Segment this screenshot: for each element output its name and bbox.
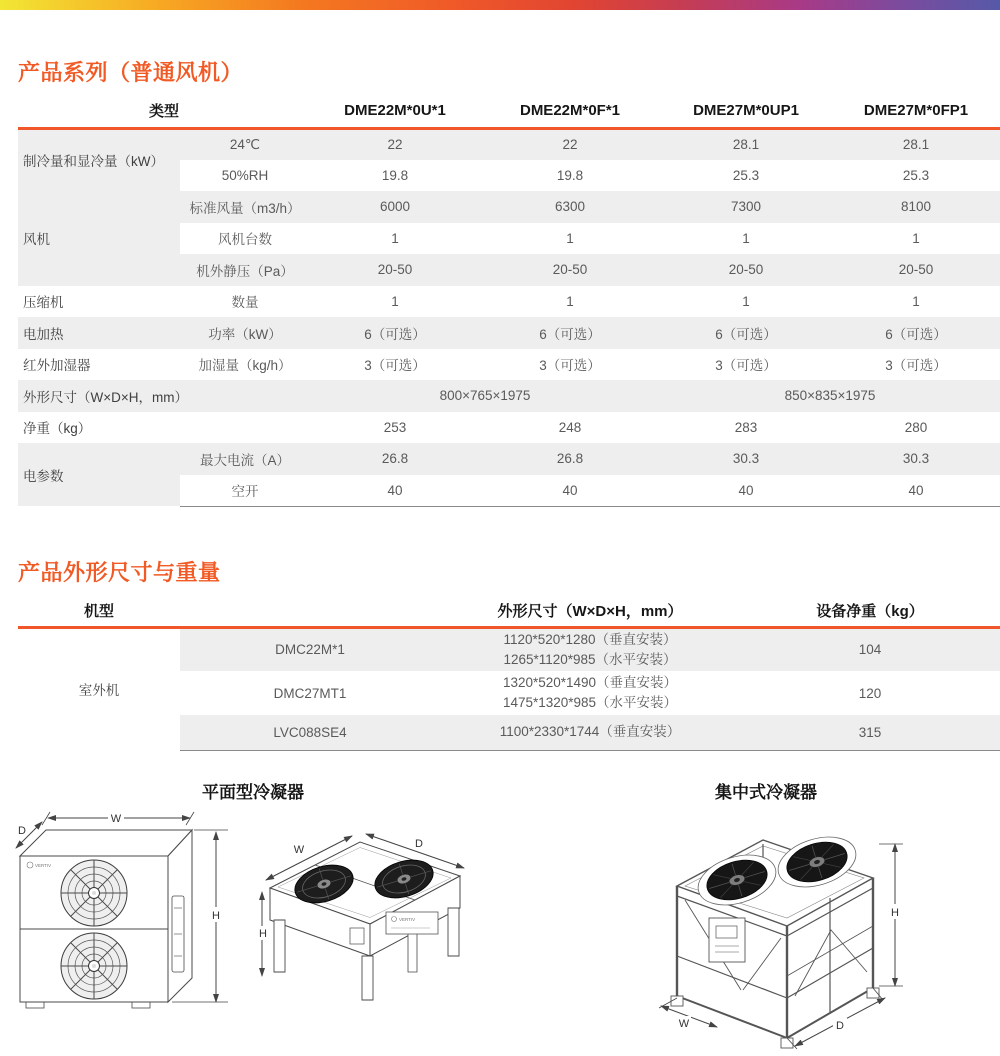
brand-gradient-bar xyxy=(0,0,1000,10)
central-condenser-drawing xyxy=(645,800,907,1050)
table-row xyxy=(18,128,1000,160)
table-row xyxy=(18,286,1000,318)
row-label: 标准风量（m3/h） xyxy=(180,191,310,223)
cell-value: 3（可选） xyxy=(310,349,480,381)
central-condenser-title: 集中式冷凝器 xyxy=(715,783,817,802)
cell-value: 1 xyxy=(832,223,1000,255)
cell-value: 6000 xyxy=(310,191,480,223)
dims-line-1: 1320*520*1490（垂直安装） xyxy=(502,675,678,691)
row-label: 50%RH xyxy=(180,160,310,192)
cell-value: 3（可选） xyxy=(832,349,1000,381)
cell-value: 20-50 xyxy=(660,254,832,286)
dim-label-w: W xyxy=(678,1018,690,1030)
cell-value: 1 xyxy=(660,286,832,318)
spec-header-type: 类型 xyxy=(18,95,310,128)
cell-value: 25.3 xyxy=(660,160,832,192)
category-fan: 风机 xyxy=(18,191,180,286)
dim-label-d: D xyxy=(18,825,26,837)
category-heater: 电加热 xyxy=(18,317,180,349)
cell-value: 26.8 xyxy=(480,443,660,475)
cell-value: 280 xyxy=(832,412,1000,444)
row-label: 风机台数 xyxy=(180,223,310,255)
cell-value: 283 xyxy=(660,412,832,444)
cell-value: 6（可选） xyxy=(660,317,832,349)
cell-value: 26.8 xyxy=(310,443,480,475)
dims-line-2: 1265*1120*985（水平安装） xyxy=(503,651,677,667)
spec-header-model-3: DME27M*0UP1 xyxy=(660,95,832,128)
spec-header-model-2: DME22M*0F*1 xyxy=(480,95,660,128)
cell-value: 1 xyxy=(480,223,660,255)
row-label: 数量 xyxy=(180,286,310,318)
cell-dims-small: 800×765×1975 xyxy=(310,380,660,412)
table-row xyxy=(18,349,1000,381)
dim-label-h: H xyxy=(259,928,267,940)
cell-value: 28.1 xyxy=(660,128,832,160)
category-compressor: 压缩机 xyxy=(18,286,180,318)
cell-value: 22 xyxy=(480,128,660,160)
row-label: 最大电流（A） xyxy=(180,443,310,475)
cell-value: 248 xyxy=(480,412,660,444)
row-label: 空开 xyxy=(180,475,310,507)
cell-value: 40 xyxy=(660,475,832,507)
dim-header-model: 机型 xyxy=(18,595,180,627)
svg-text:VERTIV: VERTIV xyxy=(35,863,52,868)
dim-label-d: D xyxy=(836,1020,844,1032)
dim-header-dimensions: 外形尺寸（W×D×H，mm） xyxy=(440,595,740,627)
cell-weight: 104 xyxy=(740,627,1000,671)
cell-value: 6（可选） xyxy=(310,317,480,349)
category-net-weight: 净重（kg） xyxy=(18,412,310,444)
cell-value: 30.3 xyxy=(832,443,1000,475)
cell-value: 30.3 xyxy=(660,443,832,475)
cell-value: 22 xyxy=(310,128,480,160)
category-cooling: 制冷量和显冷量（kW） xyxy=(18,128,180,191)
table-row xyxy=(18,191,1000,223)
table-row xyxy=(18,627,1000,671)
cell-value: 253 xyxy=(310,412,480,444)
svg-text:VERTIV: VERTIV xyxy=(399,917,416,922)
cell-value: 1 xyxy=(310,286,480,318)
spec-header-model-1: DME22M*0U*1 xyxy=(310,95,480,128)
cell-value: 1 xyxy=(660,223,832,255)
dim-label-d: D xyxy=(415,838,423,850)
dim-label-w: W xyxy=(293,844,305,856)
flat-condenser-title: 平面型冷凝器 xyxy=(202,783,304,802)
cell-value: 20-50 xyxy=(480,254,660,286)
category-electrical: 电参数 xyxy=(18,443,180,506)
dims-line-1: 1120*520*1280（垂直安装） xyxy=(503,632,677,648)
fan-grille-bottom xyxy=(61,933,127,999)
cell-value: 6（可选） xyxy=(832,317,1000,349)
dimension-table xyxy=(18,595,1000,751)
flat-condenser-front-drawing xyxy=(6,804,238,1019)
dim-label-h: H xyxy=(212,910,220,922)
spec-header-row xyxy=(18,95,1000,128)
cell-value: 8100 xyxy=(832,191,1000,223)
cell-value: 6300 xyxy=(480,191,660,223)
cell-value: 3（可选） xyxy=(660,349,832,381)
cell-value: 25.3 xyxy=(832,160,1000,192)
category-humidifier: 红外加湿器 xyxy=(18,349,180,381)
cell-value: 20-50 xyxy=(832,254,1000,286)
control-box xyxy=(709,918,745,962)
cell-weight: 120 xyxy=(740,671,1000,715)
cell-value: 19.8 xyxy=(310,160,480,192)
row-label: 24℃ xyxy=(180,128,310,160)
row-label: 机外静压（Pa） xyxy=(180,254,310,286)
cell-model: DMC22M*1 xyxy=(180,627,440,671)
cell-value: 40 xyxy=(310,475,480,507)
cell-model: DMC27MT1 xyxy=(180,671,440,715)
dim-label-w: W xyxy=(110,813,122,825)
table-row xyxy=(18,412,1000,444)
cell-dimensions xyxy=(440,715,740,750)
category-outdoor-unit: 室外机 xyxy=(18,627,180,750)
cell-value: 1 xyxy=(832,286,1000,318)
cell-value: 1 xyxy=(480,286,660,318)
cell-value: 7300 xyxy=(660,191,832,223)
cell-value: 3（可选） xyxy=(480,349,660,381)
front-label xyxy=(386,912,438,934)
cell-value: 20-50 xyxy=(310,254,480,286)
cell-value: 6（可选） xyxy=(480,317,660,349)
cell-value: 28.1 xyxy=(832,128,1000,160)
cell-model: LVC088SE4 xyxy=(180,715,440,750)
table-row xyxy=(18,443,1000,475)
cell-weight: 315 xyxy=(740,715,1000,750)
dims-line-1: 1100*2330*1744（垂直安装） xyxy=(499,724,681,740)
fan-grille-top xyxy=(61,860,127,926)
dim-header-weight: 设备净重（kg） xyxy=(740,595,1000,627)
flat-condenser-iso-drawing xyxy=(258,824,470,1004)
section1-title: 产品系列（普通风机） xyxy=(18,60,244,85)
cell-value: 1 xyxy=(310,223,480,255)
cell-dims-large: 850×835×1975 xyxy=(660,380,1000,412)
cell-dimensions xyxy=(440,627,740,671)
cell-value: 40 xyxy=(832,475,1000,507)
cell-dimensions xyxy=(440,671,740,715)
spec-table xyxy=(18,95,1000,507)
row-label: 功率（kW） xyxy=(180,317,310,349)
dims-line-2: 1475*1320*985（水平安装） xyxy=(502,695,678,710)
dim-header-spacer xyxy=(180,595,440,627)
spec-header-model-4: DME27M*0FP1 xyxy=(832,95,1000,128)
section2-title: 产品外形尺寸与重量 xyxy=(18,560,221,585)
cell-value: 40 xyxy=(480,475,660,507)
dim-label-h: H xyxy=(891,907,899,919)
table-row xyxy=(18,317,1000,349)
category-dimensions: 外形尺寸（W×D×H，mm） xyxy=(18,380,310,412)
row-label: 加湿量（kg/h） xyxy=(180,349,310,381)
table-row xyxy=(18,380,1000,412)
cell-value: 19.8 xyxy=(480,160,660,192)
dim-header-row xyxy=(18,595,1000,627)
